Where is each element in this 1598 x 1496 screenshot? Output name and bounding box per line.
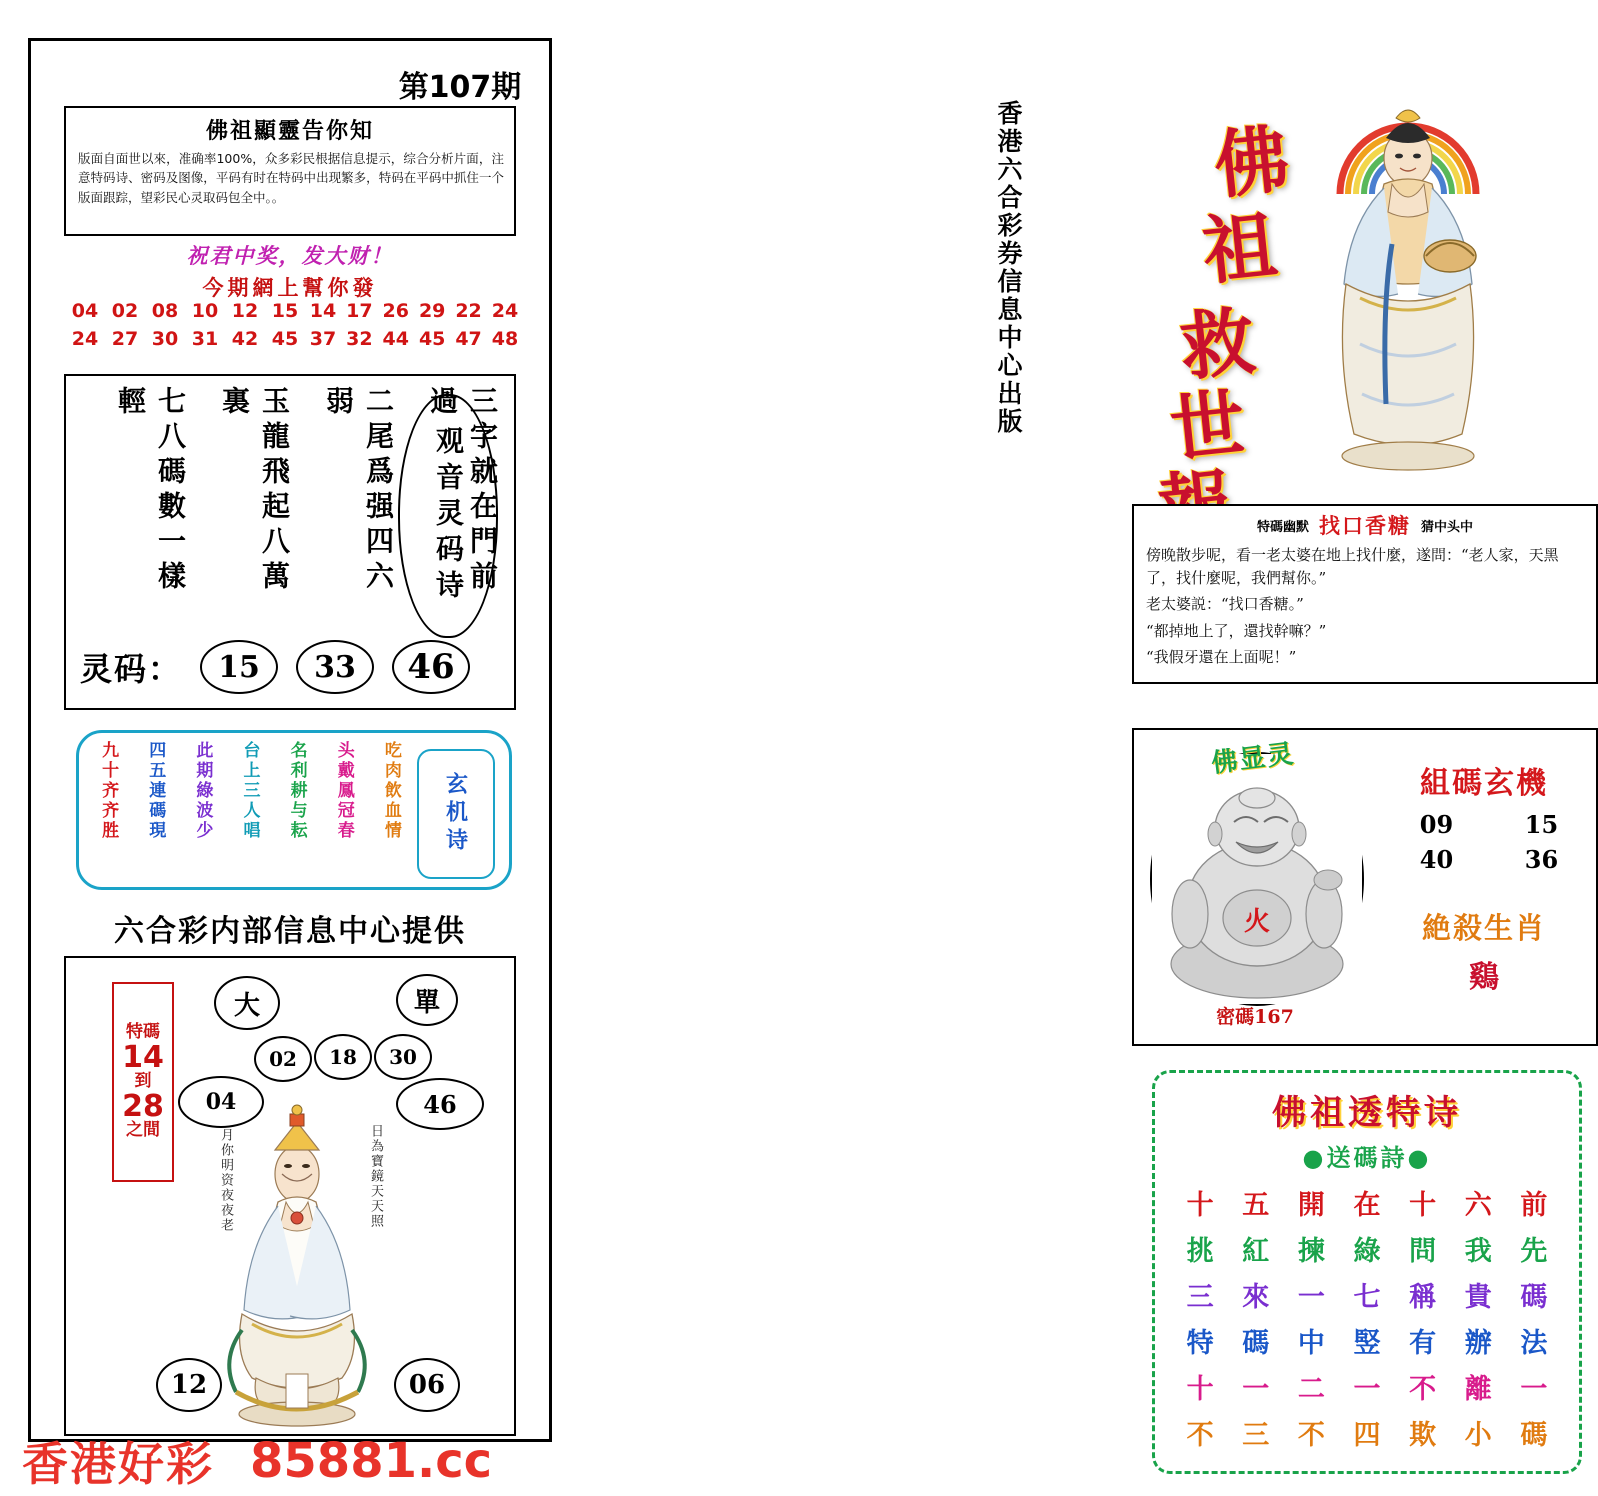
jue-sha-title: 絶殺生肖: [1421, 911, 1546, 945]
notice-box: [64, 106, 516, 236]
notice-body: 版面自面世以來，准确率100%，众多彩民根据信息提示，综合分析片面，注意特码诗、密码及图像，平码有时在特码中出现繁多，特码在平码中抓住一个版面跟踪，望彩民心灵取码包全中。。: [78, 151, 504, 205]
poem-char: 二: [1297, 1374, 1325, 1405]
xuanji-title: 玄机诗: [442, 772, 469, 856]
poem-char: 一: [1297, 1282, 1325, 1313]
tou-te-subtitle: ●送碼詩●: [1302, 1143, 1432, 1172]
xuanji-column: 此期綠波少: [192, 741, 213, 841]
tou-te-lines: [1155, 1183, 1579, 1452]
joke-header: [1134, 510, 1596, 540]
big-label: 大: [233, 990, 260, 1021]
number-cell: 47: [455, 328, 482, 350]
right-column: [560, 38, 1559, 1451]
tema-to-char: 到: [134, 1071, 152, 1092]
number-cell: 30: [151, 328, 179, 350]
number-cell: 02: [111, 300, 139, 322]
label-ball-single: [396, 974, 458, 1026]
brand-name: 香港好彩: [22, 1437, 214, 1491]
xuanji-poem-box: [76, 730, 512, 890]
poem-column: 七八碼數一樣輕: [114, 386, 187, 596]
number-cell: 04: [71, 300, 99, 322]
number-cell: 08: [151, 300, 179, 322]
number-ball: 02: [254, 1036, 312, 1082]
poem-char: 綠: [1353, 1236, 1381, 1267]
site-url: 85881.cc: [250, 1433, 493, 1489]
zuma-number: 40: [1419, 845, 1454, 874]
number-cell: 22: [455, 300, 482, 322]
tou-te-poem-box: [1152, 1070, 1582, 1474]
tou-te-title: 佛祖透特诗: [1272, 1093, 1462, 1133]
poem-char: 離: [1464, 1374, 1492, 1405]
page-title: 第107期: [398, 70, 522, 105]
poem-char: 小: [1464, 1420, 1492, 1451]
lucky-number-grid: [70, 300, 520, 350]
lingma-number: 46: [392, 640, 470, 694]
poem-char: 一: [1353, 1374, 1381, 1405]
poem-char: 來: [1242, 1282, 1270, 1313]
mima-code: 密碼167: [1216, 1006, 1294, 1028]
number-cell: 31: [191, 328, 219, 350]
tema-label: 特碼: [126, 1021, 160, 1042]
laughing-buddha-illustration: [1152, 754, 1362, 1004]
xuanji-column: 四五連碼現: [145, 741, 166, 841]
deity-illustration: [1300, 84, 1510, 484]
xuanji-columns: [85, 741, 415, 883]
tema-range-label: 之間: [126, 1120, 160, 1141]
bless-text: 祝君中奖，发大财！: [186, 244, 394, 268]
footer-watermark: [22, 1432, 722, 1490]
number-cell: 42: [231, 328, 259, 350]
poem-char: 先: [1520, 1236, 1548, 1267]
svg-text:火: 火: [1243, 907, 1271, 937]
xuanji-column: 台上三人唱: [239, 741, 260, 841]
poem-char: 六: [1464, 1190, 1492, 1221]
number-ball: 46: [396, 1078, 484, 1130]
guanyin-illustration: [182, 1078, 412, 1428]
left-side-text: 月你明资夜夜老: [218, 1128, 233, 1233]
poem-title-oval: [398, 394, 498, 638]
number-cell: 27: [111, 328, 139, 350]
number-cell: 37: [309, 328, 337, 350]
number-cell: 32: [346, 328, 373, 350]
buddha-reveal-label: 佛显灵: [1209, 738, 1297, 779]
jue-sha-value: 鷄: [1469, 960, 1499, 995]
tou-te-line: [1173, 1183, 1561, 1222]
number-ball: 12: [156, 1358, 222, 1412]
joke-head-left: 特碼幽默: [1256, 519, 1309, 535]
poem-column: 玉龍飛起八萬裏: [218, 386, 291, 596]
number-cell: 45: [271, 328, 299, 350]
masthead-char: 佛: [1210, 116, 1293, 210]
number-cell: 17: [346, 300, 373, 322]
tou-te-line: [1173, 1229, 1561, 1268]
lingma-row: [80, 636, 510, 698]
number-cell: 24: [71, 328, 99, 350]
zuma-number: 36: [1524, 845, 1559, 874]
number-cell: 44: [382, 328, 409, 350]
lingma-number: 33: [296, 640, 374, 694]
guanyin-poem-box: [64, 374, 516, 710]
number-cell: 15: [271, 300, 299, 322]
xuanji-column: 九十齐齐胜: [98, 741, 119, 841]
tema-to: 28: [122, 1088, 164, 1124]
poem-char: 竪: [1353, 1328, 1381, 1359]
joke-line: “我假牙還在上面呢！”: [1146, 648, 1297, 666]
poem-char: 辦: [1464, 1328, 1492, 1359]
xuanji-column: 名利耕与耘: [286, 741, 307, 841]
poem-char: 我: [1464, 1236, 1492, 1267]
poem-char: 三: [1186, 1282, 1214, 1313]
tou-te-line: [1173, 1321, 1561, 1360]
poem-char: 特: [1186, 1328, 1214, 1359]
number-ball: 04: [178, 1076, 264, 1128]
joke-box: [1132, 504, 1598, 684]
number-cell: 14: [309, 300, 337, 322]
tema-range-box: [112, 982, 174, 1182]
picture-box: [64, 956, 516, 1436]
zuma-number: 15: [1524, 810, 1559, 839]
number-cell: 45: [418, 328, 446, 350]
lingma-label: 灵码：: [80, 650, 183, 688]
poem-char: 五: [1242, 1190, 1270, 1221]
xuanji-column: 吃肉飲血情: [380, 741, 401, 841]
zuma-numbers: [1384, 804, 1594, 880]
poem-column: 三字就在門前過: [426, 386, 499, 596]
poem-char: 七: [1353, 1282, 1381, 1313]
poem-char: 碼: [1520, 1282, 1548, 1313]
number-row: [70, 300, 520, 322]
poem-char: 法: [1520, 1328, 1548, 1359]
poem-char: 前: [1520, 1190, 1548, 1221]
number-ball: 30: [374, 1034, 432, 1080]
tou-te-line: [1173, 1413, 1561, 1452]
poem-title: 观音灵码诗: [432, 426, 465, 606]
buddha-reveal-box: [1132, 728, 1598, 1046]
poem-char: 一: [1520, 1374, 1548, 1405]
xuanji-title-box: [417, 749, 495, 879]
single-label: 單: [413, 987, 440, 1018]
poem-char: 碼: [1520, 1420, 1548, 1451]
joke-head-title: 找口香糖: [1319, 513, 1411, 538]
poem-char: 欺: [1409, 1420, 1437, 1451]
poem-char: 揀: [1297, 1236, 1325, 1267]
joke-head-right: 猜中头中: [1421, 519, 1474, 535]
masthead-char: 救: [1176, 298, 1259, 392]
tema-from: 14: [122, 1039, 164, 1075]
poem-char: 十: [1409, 1190, 1437, 1221]
number-ball: 18: [314, 1034, 372, 1080]
poem-char: 稱: [1409, 1282, 1437, 1313]
number-cell: 48: [491, 328, 519, 350]
number-cell: 24: [491, 300, 519, 322]
publisher-vertical-text: 香港六合彩券信息中心出版: [994, 100, 1023, 436]
poem-char: 貴: [1464, 1282, 1492, 1313]
poem-char: 不: [1186, 1420, 1214, 1451]
masthead-char: 世: [1166, 380, 1249, 474]
number-cell: 26: [382, 300, 409, 322]
label-ball-big: [214, 976, 280, 1030]
number-cell: 10: [191, 300, 219, 322]
notice-title: 佛祖顯靈告你知: [205, 119, 374, 144]
xuanji-column: 头戴鳳冠春: [333, 741, 354, 841]
joke-line: 傍晚散步呢，看一老太婆在地上找什麼，遂問：“老人家，天黑了，找什麼呢，我們幫你。”: [1146, 546, 1559, 587]
provider-line: 六合彩内部信息中心提供: [114, 914, 466, 949]
poem-char: 紅: [1242, 1236, 1270, 1267]
zuma-title: 組碼玄機: [1420, 766, 1548, 801]
poem-char: 四: [1353, 1420, 1381, 1451]
number-cell: 29: [418, 300, 446, 322]
joke-line: 老太婆説：“找口香糖。”: [1146, 595, 1304, 613]
poem-char: 開: [1297, 1190, 1325, 1221]
poem-char: 不: [1409, 1374, 1437, 1405]
tou-te-line: [1173, 1275, 1561, 1314]
poem-char: 不: [1297, 1420, 1325, 1451]
masthead-char: 祖: [1198, 202, 1281, 296]
joke-line: “都掉地上了，還找幹嘛？”: [1146, 621, 1327, 640]
buddha-portrait-oval: [1150, 752, 1364, 1006]
poem-char: 碼: [1242, 1328, 1270, 1359]
number-cell: 12: [231, 300, 259, 322]
poem-char: 十: [1186, 1190, 1214, 1221]
poem-char: 十: [1186, 1374, 1214, 1405]
poem-char: 挑: [1186, 1236, 1214, 1267]
lingma-number: 15: [200, 640, 278, 694]
poem-char: 三: [1242, 1420, 1270, 1451]
net-help-text: 今期網上幫你發: [202, 276, 378, 300]
right-side-text: 日為寶鏡天天照: [368, 1124, 383, 1229]
number-row: [70, 328, 520, 350]
zuma-number: 09: [1419, 810, 1454, 839]
poem-char: 問: [1409, 1236, 1437, 1267]
poem-char: 一: [1242, 1374, 1270, 1405]
tou-te-line: [1173, 1367, 1561, 1406]
poem-char: 中: [1297, 1328, 1325, 1359]
poem-column: 二尾爲强四六弱: [322, 386, 395, 596]
poem-char: 有: [1409, 1328, 1437, 1359]
number-ball: 06: [394, 1358, 460, 1412]
poem-char: 在: [1353, 1190, 1381, 1221]
